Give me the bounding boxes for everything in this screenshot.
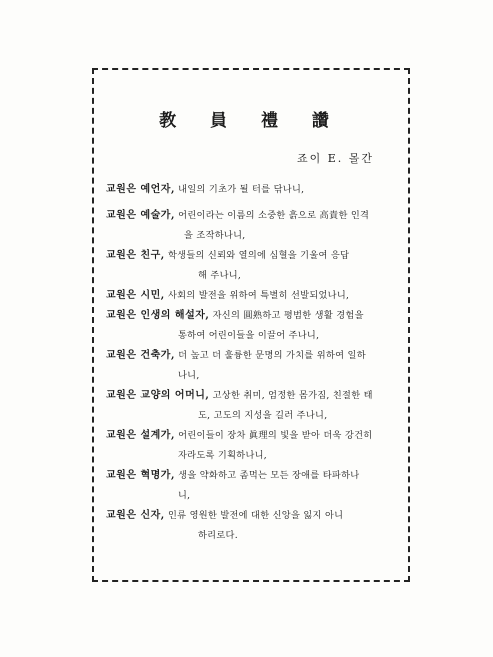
document-title: 教 員 禮 讚 <box>159 111 343 131</box>
verse-text: 고상한 취미, 엄정한 몸가짐, 친절한 태 <box>212 390 373 401</box>
verse-subject: 교원은 예술가, <box>106 210 175 221</box>
verse-subject: 교원은 인생의 해설자, <box>106 310 210 321</box>
verse-continuation: 해 주나니, <box>198 270 242 281</box>
verse-text: 내일의 기초가 될 터를 닦나니, <box>178 184 305 195</box>
verse-subject: 교원은 설계가, <box>106 430 175 441</box>
verse-line <box>106 426 398 446</box>
verse-line <box>106 306 398 326</box>
verse-line <box>106 466 398 486</box>
verse-line <box>106 286 398 306</box>
verse-subject: 교원은 교양의 어머니, <box>106 390 210 401</box>
verse-line <box>106 206 398 226</box>
verse-continuation: 통하여 어린이들을 이끌어 주나니, <box>178 330 320 341</box>
verse-line <box>106 180 398 200</box>
verse-subject: 교원은 시민, <box>106 290 165 301</box>
verse-text: 사회의 발전을 위하여 특별히 선발되었나니, <box>168 290 350 301</box>
verse-continuation: 나니, <box>178 370 200 381</box>
verse-text: 어린이라는 이름의 소중한 흙으로 高貴한 인격 <box>178 210 370 221</box>
verse-continuation: 니, <box>178 490 191 501</box>
verse-line <box>106 346 398 366</box>
verse-text: 자신의 圓熟하고 평범한 생활 경험을 <box>212 310 364 321</box>
verse-continuation: 을 조작하나니, <box>184 230 246 241</box>
verse-continuation: 도, 고도의 지성을 길러 주나니, <box>198 410 328 421</box>
verse-line <box>106 386 398 406</box>
author-name: 죠이 E. 몰간 <box>296 152 374 165</box>
verse-text: 생을 약화하고 좀먹는 모든 장애를 타파하나 <box>178 470 360 481</box>
verse-body <box>106 180 398 546</box>
verse-text: 인류 영원한 발전에 대한 신앙을 잃지 아니 <box>168 510 344 521</box>
verse-line <box>106 246 398 266</box>
verse-line <box>106 506 398 526</box>
verse-subject: 교원은 친구, <box>106 250 165 261</box>
verse-subject: 교원은 건축가, <box>106 350 175 361</box>
page-frame <box>92 68 410 582</box>
verse-subject: 교원은 신자, <box>106 510 165 521</box>
verse-continuation: 자라도록 기획하나니, <box>178 450 268 461</box>
verse-subject: 교원은 혁명가, <box>106 470 175 481</box>
verse-subject: 교원은 예언자, <box>106 184 175 195</box>
verse-text: 더 높고 더 훌륭한 문명의 가치를 위하여 일하 <box>178 350 366 361</box>
verse-text: 어린이들이 장차 眞理의 빛을 받아 더욱 강건히 <box>178 430 373 441</box>
verse-continuation: 하리로다. <box>198 530 238 541</box>
verse-text: 학생들의 신뢰와 열의에 심혈을 기울여 응답 <box>168 250 350 261</box>
